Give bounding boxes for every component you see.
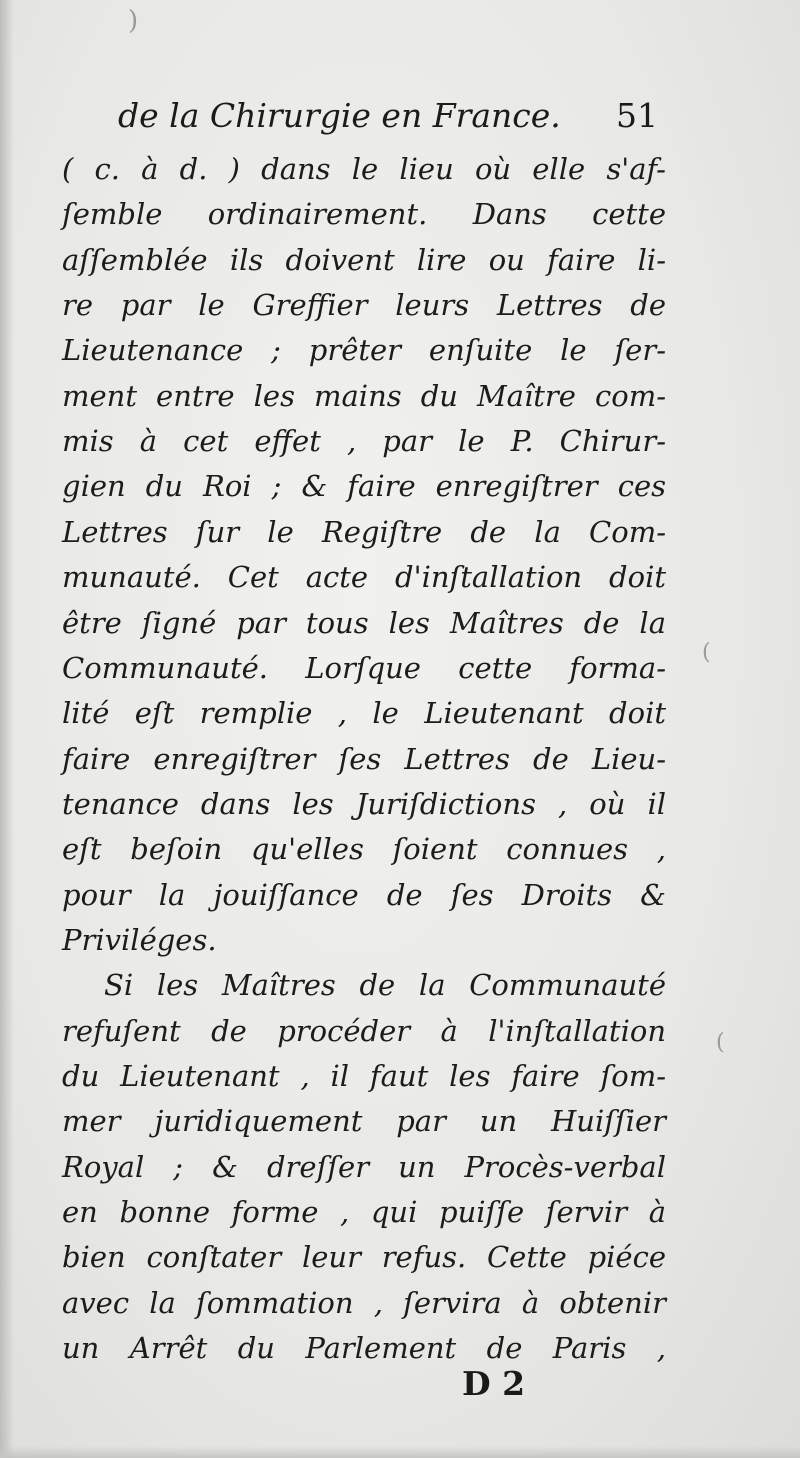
text-line: être ſigné par tous les Maîtres de la bbox=[62, 605, 666, 640]
text-line: tenance dans les Juriſdictions , où il bbox=[62, 786, 666, 821]
text-line: un Arrêt du Parlement de Paris , bbox=[62, 1331, 666, 1366]
text-line: Royal ; & dreſſer un Procès-verbal bbox=[62, 1149, 666, 1184]
text-line: ſemble ordinairement. Dans cette bbox=[62, 197, 666, 232]
page-mark: ( bbox=[702, 640, 711, 665]
text-line: gien du Roi ; & faire enregiſtrer ces bbox=[62, 469, 666, 504]
page-mark: ( bbox=[716, 1030, 725, 1055]
running-title: de la Chirurgie en France. bbox=[118, 96, 561, 135]
text-line: pour la jouiſſance de ſes Droits & bbox=[62, 877, 666, 912]
text-line: Lieutenance ; prêter enſuite le ſer- bbox=[62, 333, 666, 368]
text-line: refuſent de procéder à l'inſtallation bbox=[62, 1013, 666, 1048]
text-line: avec la ſommation , ſervira à obtenir bbox=[62, 1285, 666, 1320]
text-line: Priviléges. bbox=[62, 922, 217, 957]
text-line: Communauté. Lorſque cette forma- bbox=[62, 650, 666, 685]
text-line: mis à cet effet , par le P. Chirur- bbox=[62, 424, 666, 459]
text-line: Lettres ſur le Regiſtre de la Com- bbox=[62, 514, 666, 549]
page-edge-shadow bbox=[0, 0, 14, 1458]
text-line: Si les Maîtres de la Communauté bbox=[104, 968, 666, 1003]
text-line: ( c. à d. ) dans le lieu où elle s'af- bbox=[62, 152, 666, 186]
text-line: mer juridiquement par un Huiſſier bbox=[62, 1104, 666, 1139]
running-header bbox=[118, 96, 658, 148]
text-line: du Lieutenant , il faut les faire ſom- bbox=[62, 1059, 666, 1093]
text-line: ment entre les mains du Maître com- bbox=[62, 378, 666, 413]
text-line: lité eſt remplie , le Lieutenant doit bbox=[62, 696, 666, 731]
page-mark: ) bbox=[128, 6, 139, 36]
signature-mark: D 2 bbox=[462, 1364, 526, 1403]
text-line: bien conſtater leur refus. Cette piéce bbox=[62, 1240, 666, 1275]
text-line: faire enregiſtrer ſes Lettres de Lieu- bbox=[62, 741, 666, 776]
text-line: munauté. Cet acte d'inſtallation doit bbox=[62, 560, 666, 595]
page-bottom-shadow bbox=[0, 1446, 800, 1458]
text-line: en bonne forme , qui puiſſe ſervir à bbox=[62, 1195, 666, 1230]
text-line: aſſemblée ils doivent lire ou faire li- bbox=[62, 242, 666, 277]
text-line: eſt beſoin qu'elles ſoient connues , bbox=[62, 832, 666, 867]
page-number: 51 bbox=[616, 96, 658, 135]
text-line: re par le Greffier leurs Lettres de bbox=[62, 288, 666, 323]
